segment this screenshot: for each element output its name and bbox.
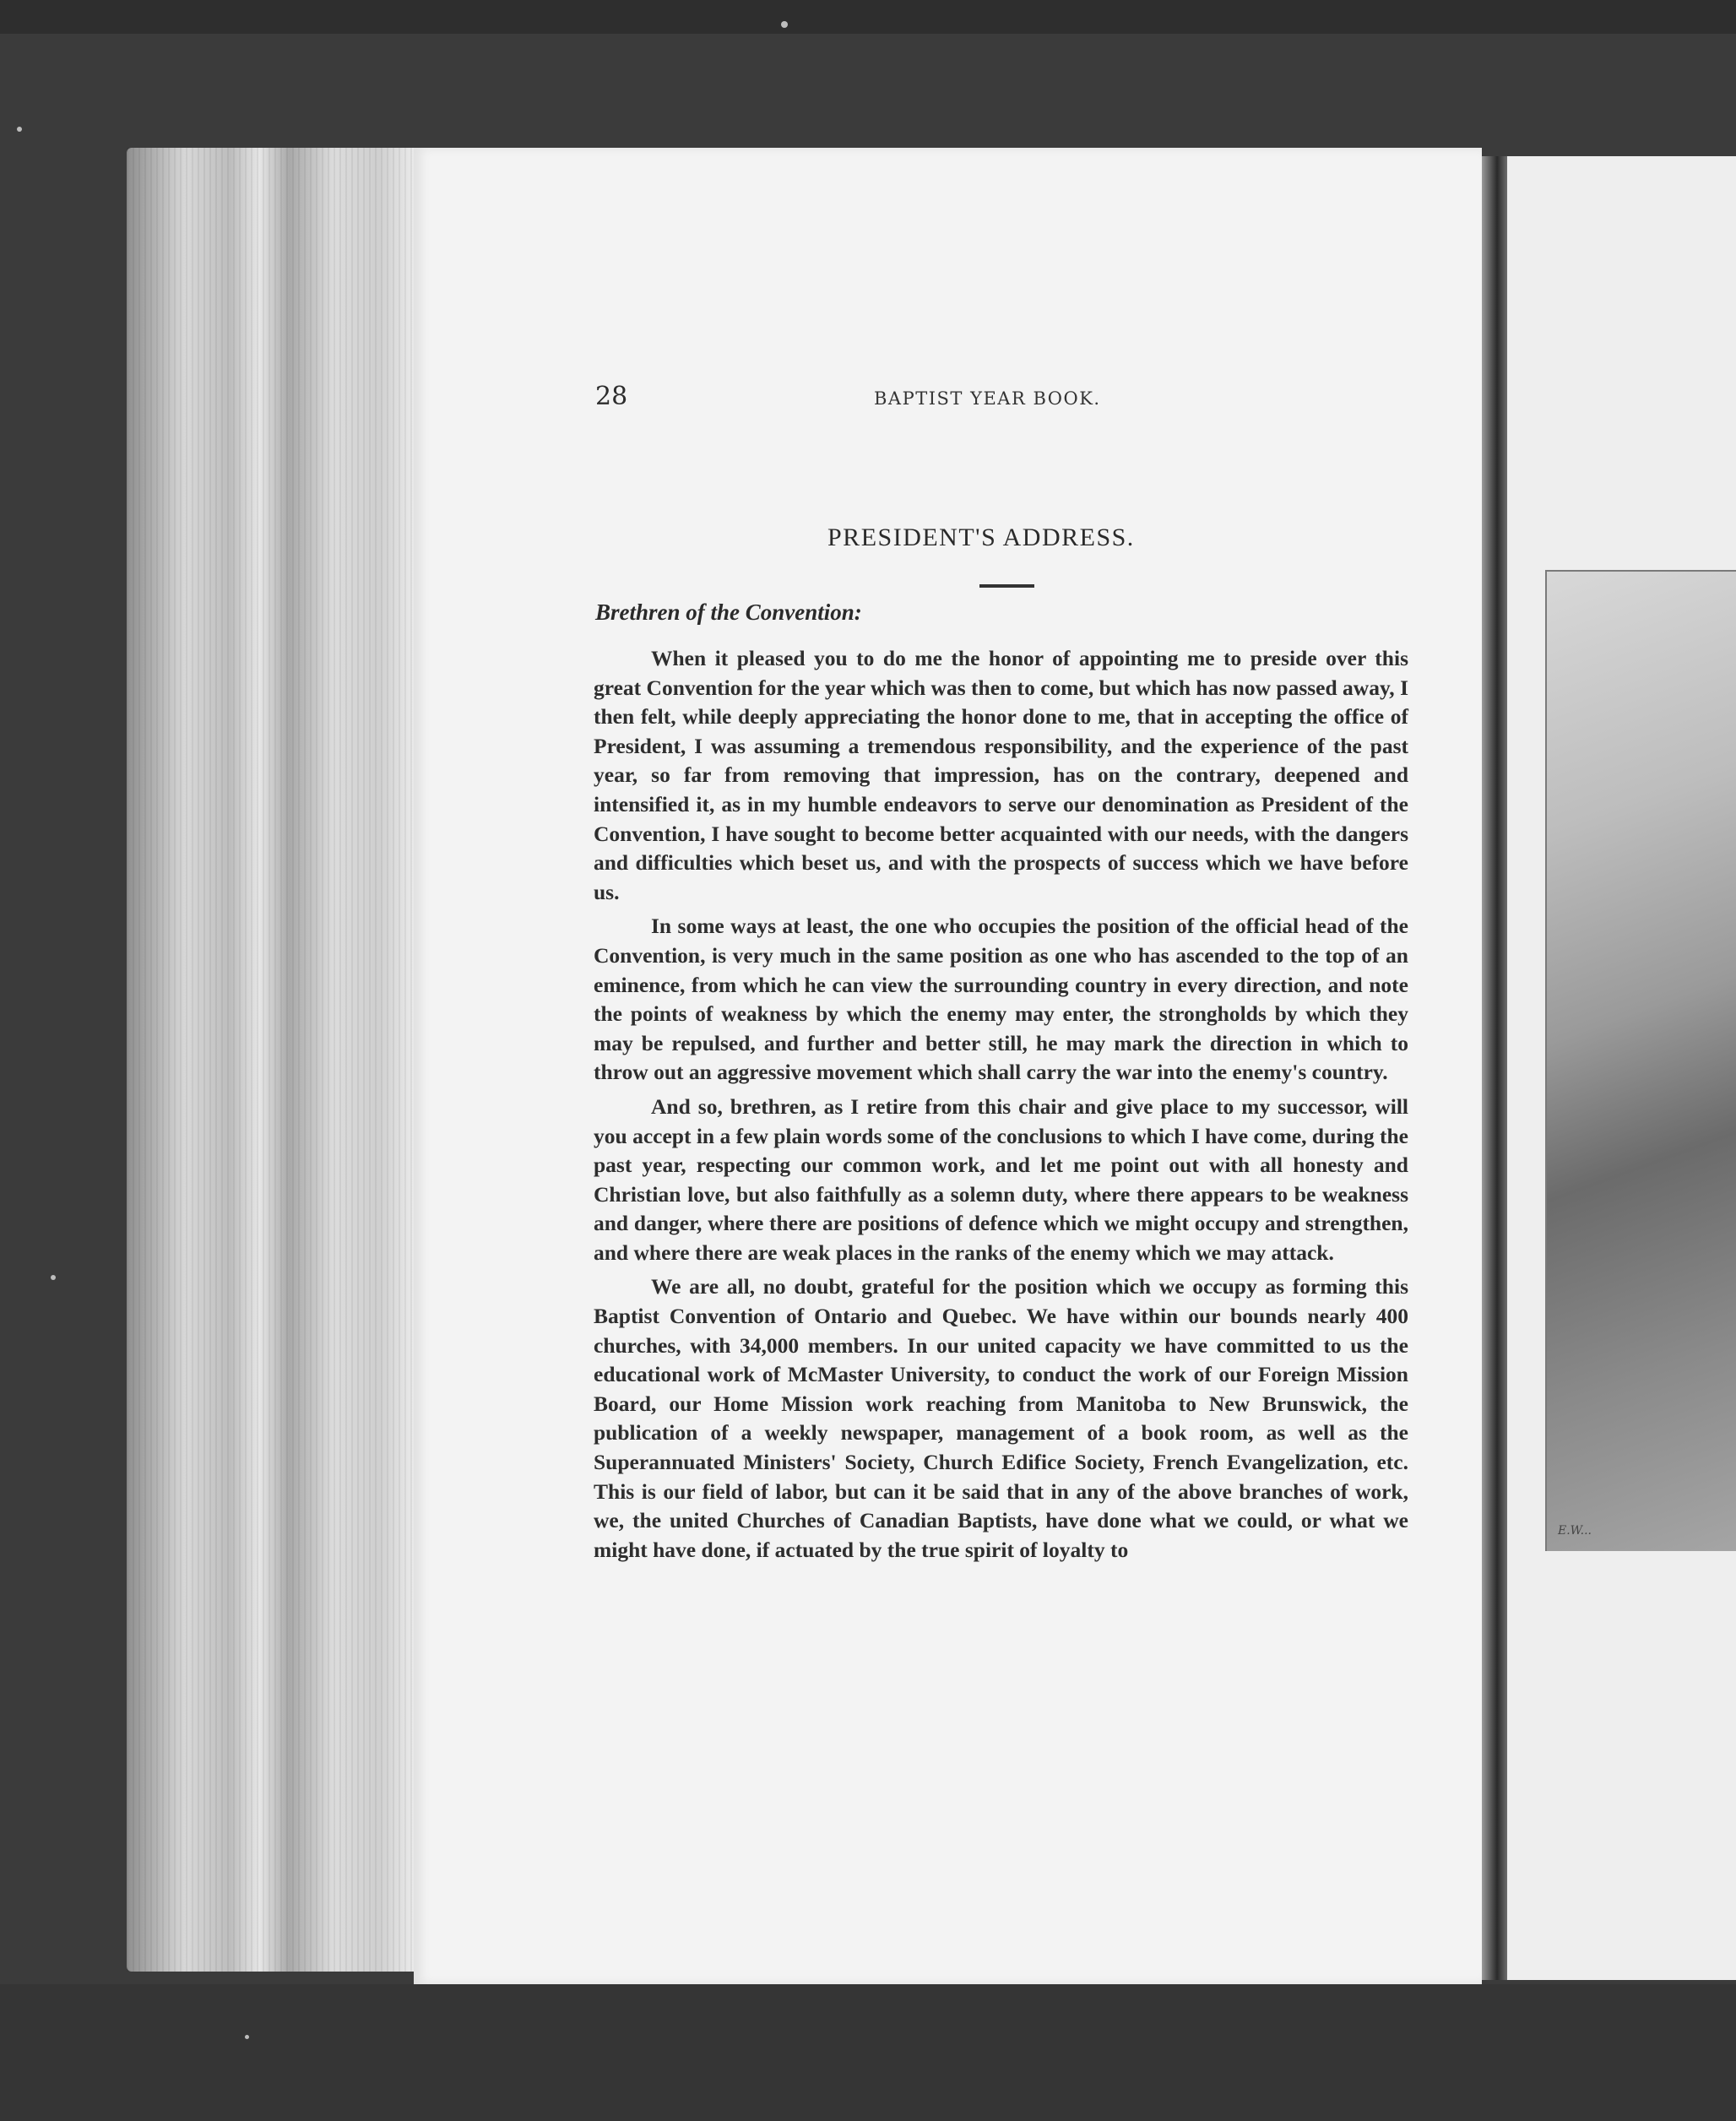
dust-speck [17, 127, 22, 132]
paragraph-2: In some ways at least, the one who occupies the position of the official head of the Convention, is very much in the same position as one who has ascended to the top of an eminence, from which he can view the surrounding country in every direction, and note the points of weakness by which the enemy may enter, the strongholds by which they may be repulsed, and further and better still, he may mark the direction in which to throw out an aggressive movement which shall carry the war into the enemy's country. [594, 914, 1408, 1085]
scan-border [0, 0, 1736, 34]
page-fore-edge-lines [127, 148, 422, 1972]
dust-speck [245, 2035, 249, 2039]
paragraph-4: We are all, no doubt, grateful for the position which we occupy as forming this Baptist Convention of Ontario and Quebec. We have within our bounds nearly 400 churches, with 34,000 members. In our united capacity we have committed to us the educational work of McMaster University, to conduct the work of our Foreign Mission Board, our Home Mission work reaching from Manitoba to New Brunswick, the publication of a weekly newspaper, management of a book room, as well as the Superannuated Ministers' Society, Church Edifice Society, French Evangelization, etc. This is our field of labor, but can it be said that in any of the above branches of work, we, the united Churches of Canadian Baptists, have done what we could, or what we might have done, if actuated by the true spirit of loyalty to [594, 1274, 1408, 1562]
heading-rule [979, 584, 1034, 588]
dust-speck [51, 1275, 56, 1280]
plate-caption: E.W... [1558, 1524, 1592, 1538]
paragraph-3: And so, brethren, as I retire from this chair and give place to my successor, will you accept in a few plain words some of the conclusions to which I have come, during the past year, respecting our common work, and let me point out with all honesty and Christian love, but also faithfully as a solemn duty, where there appears to be weakness and danger, where there are positions of defence which we might occupy and strengthen, and where there are weak places in the ranks of the enemy which we may attack. [594, 1093, 1408, 1265]
book-gutter [1482, 156, 1507, 1980]
salutation: Brethren of the Convention: [595, 599, 862, 625]
section-heading: PRESIDENT'S ADDRESS. [827, 523, 1135, 551]
body-text [594, 644, 1408, 1570]
running-title: BAPTIST YEAR BOOK. [874, 388, 1101, 409]
dust-speck [781, 21, 788, 28]
facing-page-photo-plate [1545, 570, 1736, 1551]
page-number: 28 [595, 382, 628, 411]
scan-border-bottom [0, 1984, 1736, 2121]
paragraph-1: When it pleased you to do me the honor of appointing me to preside over this great Convention for the year which was then to come, but which has now passed away, I then felt, while deeply appreciating the honor done to me, that in accepting the office of President, I was assuming a tremendous responsibility, and the experience of the past year, so far from removing that impression, has on the contrary, deepened and intensified it, as in my humble endeavors to serve our denomination as President of the Convention, I have sought to become better acquainted with our needs, with the dangers and difficulties which beset us, and with the prospects of success which we have before us. [594, 646, 1408, 904]
